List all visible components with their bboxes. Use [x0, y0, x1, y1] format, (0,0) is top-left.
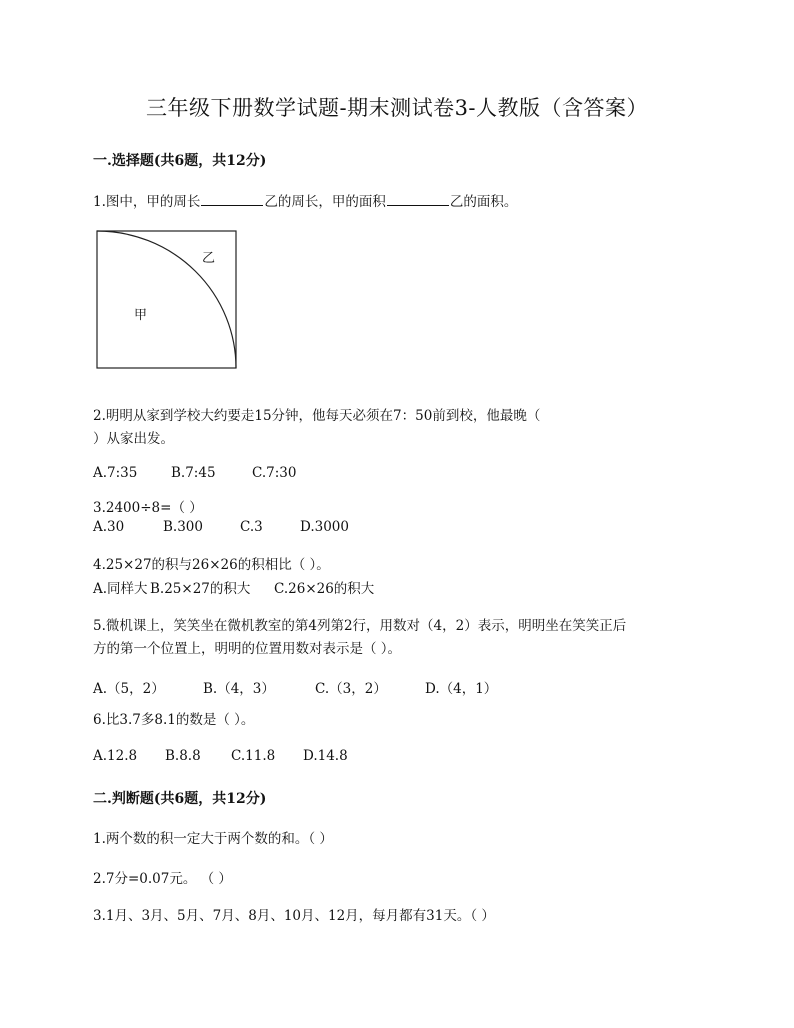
square-outline: [97, 231, 236, 368]
answer-blank-2[interactable]: [387, 191, 449, 206]
quarter-arc: [97, 231, 236, 368]
question-2-line-2: ）从家出发。: [93, 431, 174, 447]
answer-blank-1[interactable]: [201, 191, 263, 206]
option-d[interactable]: D.3000: [300, 519, 349, 535]
figure-label-jia: 甲: [134, 308, 148, 323]
option-d[interactable]: D.14.8: [303, 748, 348, 764]
option-a[interactable]: A.（5，2）: [93, 681, 165, 697]
option-a[interactable]: A.12.8: [93, 748, 138, 764]
option-b[interactable]: B.25×27的积大: [150, 581, 251, 597]
question-5-options: [93, 677, 497, 697]
judgement-question-1: 1.两个数的积一定大于两个数的和。（ ）: [93, 831, 333, 847]
option-b[interactable]: B.300: [163, 519, 203, 535]
section-heading-judgement: 二.判断题(共6题，共12分): [93, 791, 267, 807]
option-c[interactable]: C.3: [240, 519, 263, 535]
question-4-options: [93, 577, 374, 597]
judgement-question-2: 2.7分=0.07元。 （ ）: [93, 871, 232, 887]
question-6-options: [93, 748, 348, 764]
question-1-text: [93, 191, 517, 212]
option-b[interactable]: B.7:45: [171, 465, 216, 481]
question-6-text: 6.比3.7多8.1的数是（ ）。: [93, 712, 255, 728]
quarter-circle-diagram: [96, 230, 238, 370]
option-b[interactable]: B.（4，3）: [203, 681, 275, 697]
question-1-part-a: 1.图中，甲的周长: [93, 194, 201, 210]
option-c[interactable]: C.11.8: [231, 748, 276, 764]
question-2-options: [93, 465, 296, 481]
question-3-text: 3.2400÷8=（ ）: [93, 500, 203, 516]
figure-label-yi: 乙: [202, 251, 216, 266]
section-heading-choice: 一.选择题(共6题，共12分): [93, 153, 267, 169]
option-b[interactable]: B.8.8: [165, 748, 201, 764]
question-5-line-2: 方的第一个位置上，明明的位置用数对表示是（ ）。: [93, 641, 402, 657]
option-a[interactable]: A.7:35: [93, 465, 138, 481]
page-title: 三年级下册数学试题-期末测试卷3-人教版（含答案）: [145, 96, 649, 120]
option-c[interactable]: C.（3，2）: [315, 681, 387, 697]
question-3-options: [93, 519, 349, 535]
question-4-text: 4.25×27的积与26×26的积相比（ ）。: [93, 557, 330, 573]
option-a[interactable]: A.同样大: [93, 581, 148, 597]
option-c[interactable]: C.26×26的积大: [274, 581, 375, 597]
option-a[interactable]: A.30: [93, 519, 125, 535]
question-1-part-b: 乙的周长，甲的面积: [264, 194, 386, 210]
question-1-figure: [96, 230, 238, 370]
option-c[interactable]: C.7:30: [252, 465, 297, 481]
option-d[interactable]: D.（4，1）: [425, 681, 498, 697]
question-1-part-c: 乙的面积。: [449, 194, 518, 210]
question-2-line-1: 2.明明从家到学校大约要走15分钟，他每天必须在7：50前到校，他最晚（: [93, 408, 541, 424]
question-5-line-1: 5.微机课上，笑笑坐在微机教室的第4列第2行，用数对（4，2）表示，明明坐在笑笑正后: [93, 618, 627, 634]
judgement-question-3: 3.1月、3月、5月、7月、8月、10月、12月，每月都有31天。（ ）: [93, 908, 495, 924]
